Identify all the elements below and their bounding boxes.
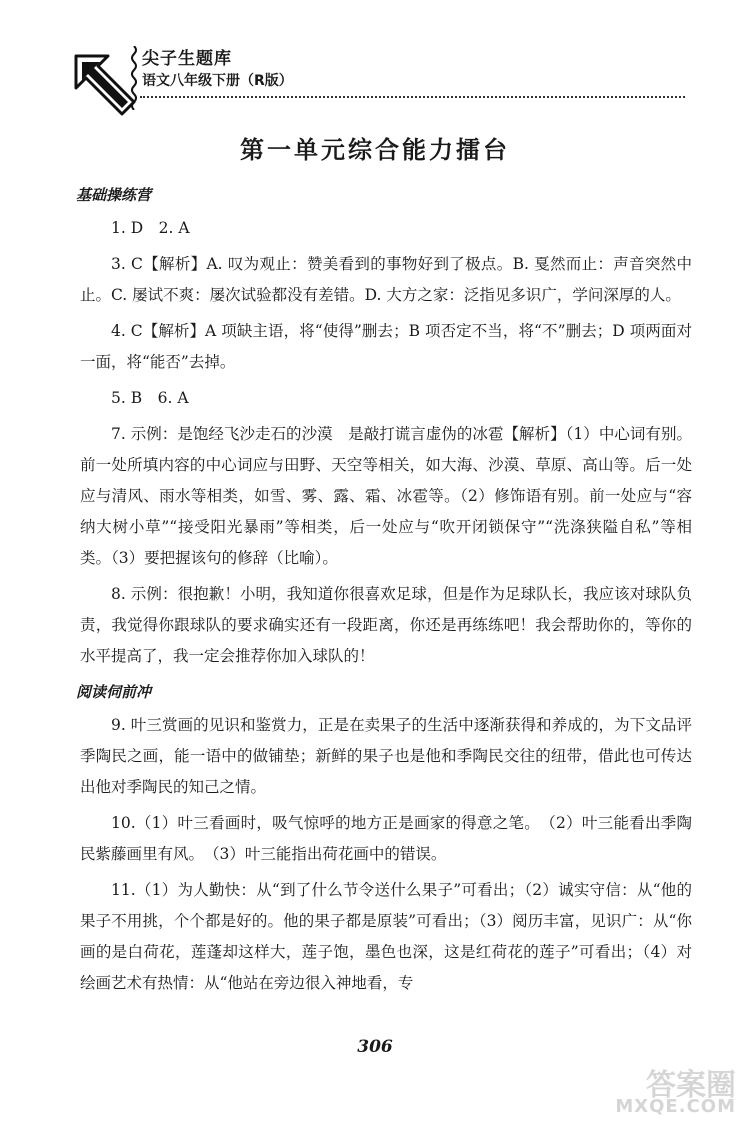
- answer-paragraph: 9. 叶三赏画的见识和鉴赏力，正是在卖果子的生活中逐渐获得和养成的，为下文品评季陶民之画，能一语中的做铺垫；新鲜的果子也是他和季陶民交往的纽带，借此也可传达出他对季陶民的知己之情。: [80, 716, 692, 796]
- site-watermark: [592, 1060, 742, 1120]
- answer-paragraph: 11.（1）为人勤快：从“到了什么节令送什么果子”可看出；（2）诚实守信：从“他的果子不用挑，个个都是好的。他的果子都是原装”可看出；（3）阅历丰富，见识广：从“你画的是白荷花，莲蓬却这样大，莲子饱，墨色也深，这是红荷花的莲子”可看出；（4）对绘画艺术有热情：从“他站在旁边很入神地看，专: [80, 881, 692, 992]
- book-subtitle: 语文八年级下册（R版）: [142, 73, 293, 89]
- answer-paragraph: 5. B 6. A: [111, 389, 189, 407]
- answer-content: [76, 178, 692, 1004]
- section-basics: [76, 180, 692, 672]
- answer-paragraph: 8. 示例：很抱歉！小明，我知道你很喜欢足球，但是作为足球队长，我应该对球队负责，我觉得你跟球队的要求确实还有一段距离，你还是再练练吧！我会帮助你的，等你的水平提高了，我一定会推荐你加入球队的！: [80, 585, 692, 665]
- header-dotted-rule: [140, 96, 685, 98]
- page-number: 306: [357, 1037, 393, 1057]
- watermark-url-text: MXQE.COM: [615, 1096, 736, 1117]
- answer-paragraph: 3. C【解析】A. 叹为观止：赞美看到的事物好到了极点。B. 戛然而止：声音突然中止。C. 屡试不爽：屡次试验都没有差错。D. 大方之家：泛指见多识广，学问深厚的人。: [80, 255, 692, 304]
- page-header: [68, 40, 688, 120]
- answer-paragraph: 4. C【解析】A 项缺主语，将“使得”删去；B 项否定不当，将“不”删去；D 项两面对一面，将“能否”去掉。: [80, 322, 692, 371]
- wavy-divider-icon: [130, 46, 138, 110]
- section-reading: [76, 677, 692, 999]
- answer-paragraph: 1. D 2. A: [111, 219, 190, 237]
- brand-title: 尖子生题库: [142, 49, 232, 69]
- section-heading: 基础操练营: [76, 186, 152, 204]
- page-title: 第一单元综合能力擂台: [240, 136, 510, 164]
- watermark-logo-text: 答案圈: [646, 1068, 736, 1103]
- answer-paragraph: 7. 示例：是饱经飞沙走石的沙漠 是敲打谎言虚伪的冰雹【解析】（1）中心词有别。前一处所填内容的中心词应与田野、天空等相关，如大海、沙漠、草原、高山等。后一处应与清风、雨水等相类，如雪、雾、露、霜、冰雹等。（2）修饰语有别。前一处应与“容纳大树小草”“接受阳光暴雨”等相类，后一处应与“吹开闭锁保守”“洗涤狭隘自私”等相类。（3）要把握该句的修辞（比喻）。: [80, 425, 692, 567]
- section-heading: 阅读伺前冲: [76, 683, 152, 701]
- answer-paragraph: 10.（1）叶三看画时，吸气惊呼的地方正是画家的得意之笔。 （2）叶三能看出季陶民紫藤画里有风。 （3）叶三能指出荷花画中的错误。: [80, 814, 692, 863]
